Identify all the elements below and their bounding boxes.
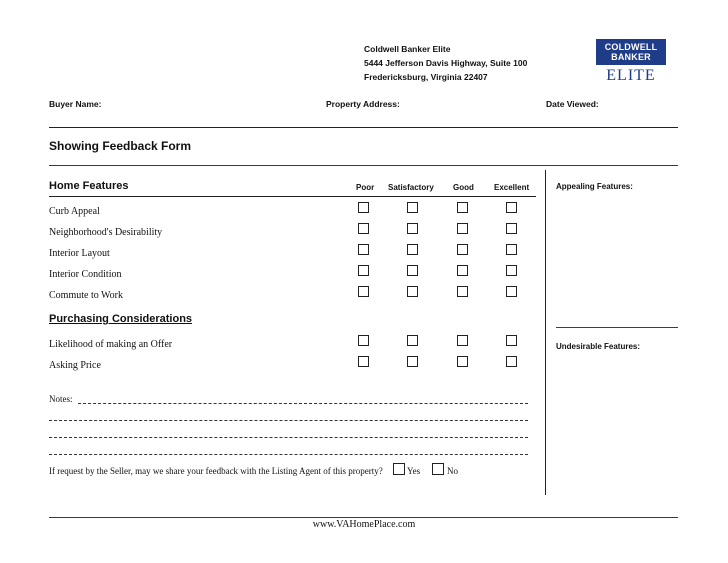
likelihood-good-checkbox[interactable]: [457, 335, 468, 346]
date-viewed-label: Date Viewed:: [546, 99, 599, 109]
column-excellent: Excellent: [494, 183, 530, 192]
share-question: If request by the Seller, may we share your feedback with the Listing Agent of this property?: [49, 466, 383, 476]
row-label-likelihood-offer: Likelihood of making an Offer: [49, 339, 173, 350]
column-satisfactory: Satisfactory: [388, 183, 434, 192]
curb-appeal-excellent-checkbox[interactable]: [506, 202, 517, 213]
likelihood-satisfactory-checkbox[interactable]: [407, 335, 418, 346]
likelihood-poor-checkbox[interactable]: [358, 335, 369, 346]
notes-line-2[interactable]: [49, 420, 528, 421]
share-no-checkbox[interactable]: [432, 463, 444, 475]
notes-line-4[interactable]: [49, 454, 528, 455]
row-label-interior-layout: Interior Layout: [49, 248, 110, 259]
curb-appeal-satisfactory-checkbox[interactable]: [407, 202, 418, 213]
home-features-divider: [49, 196, 536, 197]
buyer-name-label: Buyer Name:: [49, 99, 102, 109]
interior-layout-good-checkbox[interactable]: [457, 244, 468, 255]
share-yes-checkbox[interactable]: [393, 463, 405, 475]
row-label-commute: Commute to Work: [49, 290, 124, 301]
neighborhood-poor-checkbox[interactable]: [358, 223, 369, 234]
commute-poor-checkbox[interactable]: [358, 286, 369, 297]
side-panel-red-divider: [556, 327, 678, 328]
form-title: Showing Feedback Form: [49, 139, 192, 153]
row-label-asking-price: Asking Price: [49, 360, 101, 371]
notes-line-3[interactable]: [49, 437, 528, 438]
neighborhood-excellent-checkbox[interactable]: [506, 223, 517, 234]
column-poor: Poor: [356, 183, 375, 192]
interior-layout-poor-checkbox[interactable]: [358, 244, 369, 255]
likelihood-excellent-checkbox[interactable]: [506, 335, 517, 346]
share-no-label: No: [447, 466, 458, 476]
notes-label: Notes:: [49, 394, 73, 404]
appealing-features-label: Appealing Features:: [556, 182, 633, 191]
commute-excellent-checkbox[interactable]: [506, 286, 517, 297]
logo-elite-text: ELITE: [606, 67, 656, 84]
interior-condition-excellent-checkbox[interactable]: [506, 265, 517, 276]
coldwell-banker-logo: [596, 39, 666, 89]
property-address-label: Property Address:: [326, 99, 400, 109]
neighborhood-good-checkbox[interactable]: [457, 223, 468, 234]
asking-price-excellent-checkbox[interactable]: [506, 356, 517, 367]
footer-divider: [49, 517, 678, 518]
notes-line-1[interactable]: [78, 403, 528, 404]
interior-condition-satisfactory-checkbox[interactable]: [407, 265, 418, 276]
row-label-curb-appeal: Curb Appeal: [49, 206, 100, 217]
interior-layout-satisfactory-checkbox[interactable]: [407, 244, 418, 255]
asking-price-satisfactory-checkbox[interactable]: [407, 356, 418, 367]
row-label-interior-condition: Interior Condition: [49, 269, 122, 280]
undesirable-features-label: Undesirable Features:: [556, 342, 641, 351]
row-label-neighborhood: Neighborhood's Desirability: [49, 227, 163, 238]
footer-website: www.VAHomePlace.com: [312, 519, 416, 530]
asking-price-good-checkbox[interactable]: [457, 356, 468, 367]
asking-price-poor-checkbox[interactable]: [358, 356, 369, 367]
column-good: Good: [453, 183, 474, 192]
interior-condition-poor-checkbox[interactable]: [358, 265, 369, 276]
interior-layout-excellent-checkbox[interactable]: [506, 244, 517, 255]
header-divider: [49, 127, 678, 128]
interior-condition-good-checkbox[interactable]: [457, 265, 468, 276]
side-panel-divider: [545, 170, 546, 495]
company-name: Coldwell Banker Elite: [364, 44, 451, 54]
commute-good-checkbox[interactable]: [457, 286, 468, 297]
curb-appeal-poor-checkbox[interactable]: [358, 202, 369, 213]
curb-appeal-good-checkbox[interactable]: [457, 202, 468, 213]
commute-satisfactory-checkbox[interactable]: [407, 286, 418, 297]
share-yes-label: Yes: [407, 466, 421, 476]
home-features-heading: Home Features: [49, 180, 129, 192]
purchasing-considerations-heading: Purchasing Considerations: [49, 313, 193, 325]
company-address-line2: Fredericksburg, Virginia 22407: [364, 72, 488, 82]
logo-top-text: COLDWELL BANKER: [596, 39, 666, 65]
company-address-line1: 5444 Jefferson Davis Highway, Suite 100: [364, 58, 528, 68]
title-divider: [49, 165, 678, 166]
neighborhood-satisfactory-checkbox[interactable]: [407, 223, 418, 234]
